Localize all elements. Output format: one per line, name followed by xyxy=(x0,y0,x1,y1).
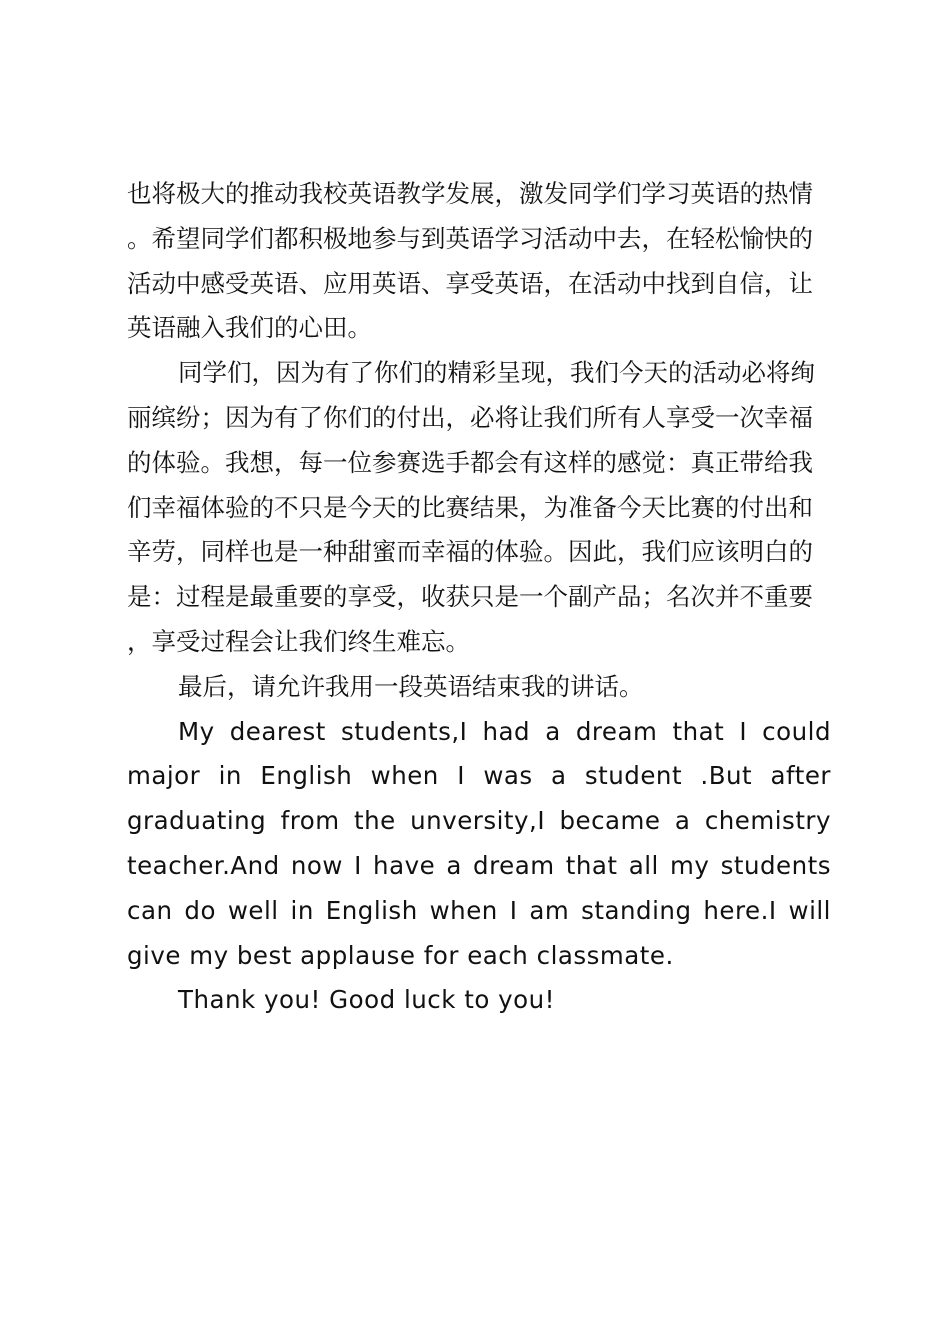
paragraph-2: 同学们，因为有了你们的精彩呈现，我们今天的活动必将绚丽缤纷；因为有了你们的付出，必将让我们所有人享受一次幸福的体验。我想，每一位参赛选手都会有这样的感觉：真正带给我们幸福体验的不只是今天的比赛结果，为准备今天比赛的付出和辛劳，同样也是一种甜蜜而幸福的体验。因此，我们应该明白的是：过程是最重要的享受，收获只是一个副产品；名次并不重要，享受过程会让我们终生难忘。 xyxy=(127,358,815,656)
paragraph-3: 最后，请允许我用一段英语结束我的讲话。 xyxy=(178,671,644,701)
paragraph-1: 也将极大的推动我校英语教学发展，激发同学们学习英语的热情。希望同学们都积极地参与到英语学习活动中去，在轻松愉快的活动中感受英语、应用英语、享受英语，在活动中找到自信，让英语融入我们的心田。 xyxy=(127,179,813,343)
document-body xyxy=(127,172,831,1023)
paragraph-4-english: My dearest students,I had a dream that I could major in English when I was a student .But after graduating from the unversity,I became a chemistry teacher.And now I have a dream that all my students can do well in English when I am standing here.I will give my best applause for each classmate. xyxy=(127,716,831,970)
paragraph-5-closing: Thank you! Good luck to you! xyxy=(178,985,555,1015)
